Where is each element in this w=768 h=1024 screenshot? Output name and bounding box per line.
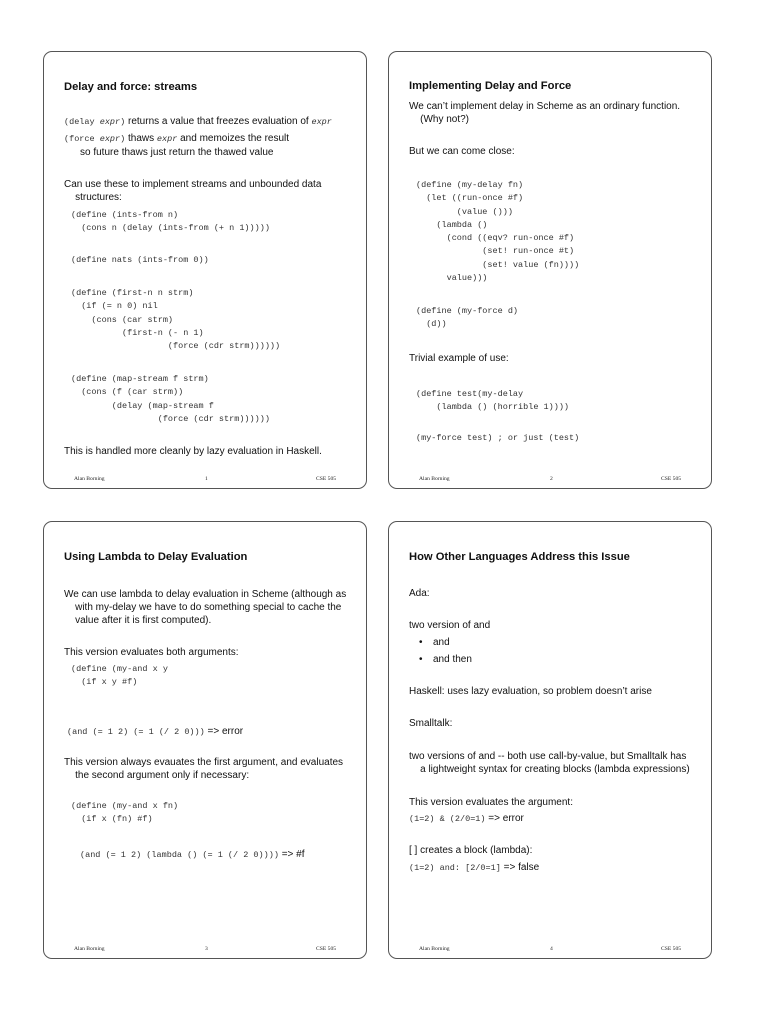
- paragraph: We can’t implement delay in Scheme as an ordinary function. (Why not?): [409, 101, 681, 125]
- paragraph: Smalltalk:: [409, 718, 453, 729]
- list-item: [419, 653, 472, 666]
- footer-course: CSE 505: [661, 476, 682, 482]
- code-block: (define (my-force d) (d)): [416, 306, 519, 330]
- footer-author: Alan Borning: [419, 946, 450, 952]
- paragraph: But we can come close:: [409, 146, 515, 157]
- footer-page-number: 2: [550, 476, 553, 482]
- bullet-icon: •: [419, 654, 423, 665]
- code-fragment: expr: [311, 117, 332, 127]
- paragraph: This version evaluates both arguments:: [64, 647, 239, 658]
- footer-page-number: 4: [550, 946, 553, 952]
- description-text: and memoizes the result: [177, 133, 290, 144]
- code-fragment: (delay: [64, 117, 100, 127]
- force-description-continued: so future thaws just return the thawed value: [80, 147, 274, 158]
- force-description: [64, 132, 289, 146]
- code-example: [409, 812, 524, 826]
- code-fragment: ): [120, 134, 126, 144]
- code-example: [80, 848, 305, 862]
- bullet-icon: •: [419, 637, 423, 648]
- code-fragment: (and (= 1 2) (= 1 (/ 2 0))): [67, 727, 205, 737]
- description-text: returns a value that freezes evaluation of: [125, 116, 312, 127]
- code-fragment: expr: [99, 134, 121, 144]
- code-example: [67, 725, 243, 739]
- result-text: => false: [500, 862, 540, 873]
- code-block: (define (ints-from n) (cons n (delay (ints-from (+ n 1))))): [71, 210, 270, 234]
- slide-3: [43, 521, 367, 959]
- paragraph: two version of and: [409, 620, 491, 631]
- paragraph: This version evaluates the argument:: [409, 797, 573, 808]
- result-text: => #f: [278, 849, 305, 860]
- code-block: (define (my-and x y (if x y #f): [71, 664, 168, 688]
- footer-page-number: 3: [205, 946, 208, 952]
- slide-2: [388, 51, 712, 489]
- slide-4: [388, 521, 712, 959]
- paragraph: Trivial example of use:: [409, 353, 509, 364]
- code-block: (define (my-and x fn) (if x (fn) #f): [71, 801, 179, 825]
- code-fragment: (1=2) & (2/0=1): [409, 814, 486, 824]
- result-text: => error: [485, 813, 524, 824]
- paragraph: [ ] creates a block (lambda):: [409, 845, 533, 856]
- delay-description: [64, 115, 332, 129]
- result-text: => error: [204, 726, 244, 737]
- code-fragment: expr: [99, 117, 121, 127]
- code-fragment: expr: [156, 134, 178, 144]
- slide-title: Implementing Delay and Force: [409, 80, 572, 92]
- code-fragment: ): [120, 117, 126, 127]
- slide-title: Delay and force: streams: [64, 81, 198, 93]
- paragraph: Haskell: uses lazy evaluation, so problem doesn’t arise: [409, 686, 652, 697]
- list-item: [419, 636, 450, 649]
- code-example: [409, 861, 539, 875]
- paragraph: Ada:: [409, 588, 430, 599]
- description-text: thaws: [125, 133, 157, 144]
- footer-course: CSE 505: [316, 946, 337, 952]
- footer-course: CSE 505: [316, 476, 337, 482]
- paragraph: This is handled more cleanly by lazy evaluation in Haskell.: [64, 446, 322, 457]
- slide-1: [43, 51, 367, 489]
- paragraph: Can use these to implement streams and unbounded data structures:: [64, 179, 322, 203]
- footer-author: Alan Borning: [74, 946, 105, 952]
- code-block: (define nats (ints-from 0)): [71, 255, 209, 265]
- code-block: (my-force test) ; or just (test): [416, 433, 580, 443]
- slide-title: Using Lambda to Delay Evaluation: [64, 551, 248, 563]
- code-block: (define (first-n n strm) (if (= n 0) nil (cons (car strm) (first-n (- n 1) (force (cdr strm)))))): [71, 288, 281, 352]
- slide-title: How Other Languages Address this Issue: [409, 551, 630, 563]
- paragraph: We can use lambda to delay evaluation in Scheme (although as with my-delay we have to do something special to cache the value after it is first computed).: [64, 589, 347, 626]
- paragraph: two versions of and -- both use call-by-value, but Smalltalk has a lightweight syntax for creating blocks (lambda expressions): [409, 751, 690, 775]
- code-block: (define test(my-delay (lambda () (horrible 1)))): [416, 389, 570, 413]
- list-item-label: and: [433, 637, 450, 648]
- code-block: (define (map-stream f strm) (cons (f (car strm)) (delay (map-stream f (force (cdr strm)))))): [71, 374, 270, 424]
- footer-course: CSE 505: [661, 946, 682, 952]
- footer-author: Alan Borning: [419, 476, 450, 482]
- paragraph: This version always evauates the first argument, and evaluates the second argument only if necessary:: [64, 757, 344, 781]
- list-item-label: and then: [433, 654, 472, 665]
- code-fragment: (force: [64, 134, 100, 144]
- code-fragment: (and (= 1 2) (lambda () (= 1 (/ 2 0)))): [80, 850, 279, 860]
- code-fragment: (1=2) and: [2/0=1]: [409, 863, 501, 873]
- footer-author: Alan Borning: [74, 476, 105, 482]
- code-block: (define (my-delay fn) (let ((run-once #f) (value ())) (lambda () (cond ((eqv? run-once #f) (set! run-once #t) (set! value (fn)))) value))): [416, 180, 580, 284]
- footer-page-number: 1: [205, 476, 208, 482]
